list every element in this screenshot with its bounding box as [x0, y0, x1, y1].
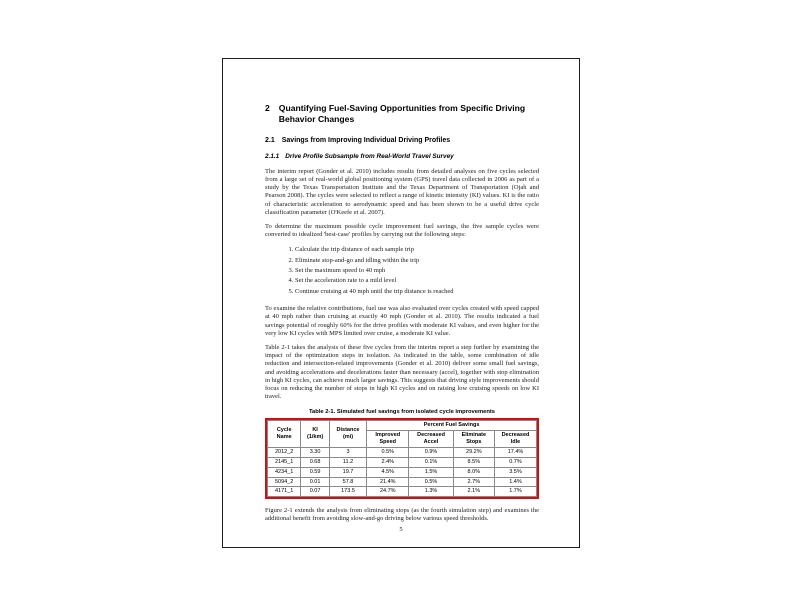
- table-row: [268, 457, 537, 467]
- subsubsection-title: Drive Profile Subsample from Real-World Travel Survey: [285, 153, 454, 161]
- paragraph-steps-lead-in: To determine the maximum possible cycle improvement fuel savings, the five sample cycles were converted to idealized 'best-case' profiles by carrying out the following steps:: [265, 222, 539, 239]
- table-cell: 0.59: [301, 467, 329, 477]
- table-header-row-top: [268, 421, 537, 431]
- table-cell: 4234_1: [268, 467, 301, 477]
- table-cell: 3.30: [301, 447, 329, 457]
- paragraph-speed-cap: To examine the relative contributions, fuel use was also evaluated over cycles created with speed capped at 40 mph rather than cruising at exactly 40 mph (Gonder et al. 2010). The results indicated a fuel savings potential of roughly 60% for the drive profiles with moderate KI values, and even higher for the very low KI cycles with MPS limited over cruise, a moderate KI value.: [265, 305, 539, 337]
- subsection-number: 2.1: [265, 136, 275, 144]
- table-row: [268, 487, 537, 497]
- table-row: [268, 447, 537, 457]
- step-item: 1. Calculate the trip distance of each sample trip: [295, 245, 539, 255]
- table-cell: 21.4%: [367, 477, 409, 487]
- col-header-distance: Distance (mi): [329, 421, 366, 448]
- table-cell: 8.5%: [453, 457, 494, 467]
- table-cell: 5094_2: [268, 477, 301, 487]
- section-title: Quantifying Fuel-Saving Opportunities from Specific Driving Behavior Changes: [278, 103, 526, 125]
- table-cell: 4.5%: [367, 467, 409, 477]
- col-header-decreased-accel: Decreased Accel: [409, 431, 453, 448]
- table-cell: 2.4%: [367, 457, 409, 467]
- table-cell: 19.7: [329, 467, 366, 477]
- col-header-eliminate-stops: Eliminate Stops: [453, 431, 494, 448]
- col-header-percent-fuel-savings: Percent Fuel Savings: [367, 421, 537, 431]
- table-cell: 2145_1: [268, 457, 301, 467]
- step-item: 2. Eliminate stop-and-go and idling within the trip: [295, 256, 539, 266]
- step-item: 5. Continue cruising at 40 mph until the trip distance is reached: [295, 287, 539, 297]
- col-header-ki: KI (1/km): [301, 421, 329, 448]
- paragraph-figure-reference: Figure 2-1 extends the analysis from eliminating stops (as the fourth simulation step) and examines the additional benefit from avoiding slow-and-go driving below various speed thresholds.: [265, 507, 539, 523]
- table-row: [268, 467, 537, 477]
- table-cell: 24.7%: [367, 487, 409, 497]
- col-header-improved-speed: Improved Speed: [367, 431, 409, 448]
- step-item: 4. Set the acceleration rate to a mild level: [295, 276, 539, 286]
- table-cell: 0.07: [301, 487, 329, 497]
- table-cell: 173.5: [329, 487, 366, 497]
- table-cell: 2012_2: [268, 447, 301, 457]
- step-item: 3. Set the maximum speed to 40 mph: [295, 266, 539, 276]
- table-cell: 0.7%: [494, 457, 536, 467]
- table-cell: 0.9%: [409, 447, 453, 457]
- table-cell: 0.1%: [409, 457, 453, 467]
- table-cell: 3.5%: [494, 467, 536, 477]
- subsection-heading: [265, 137, 539, 145]
- table-cell: 11.2: [329, 457, 366, 467]
- table-cell: 29.2%: [453, 447, 494, 457]
- col-header-cycle-name: Cycle Name: [268, 421, 301, 448]
- table-cell: 57.8: [329, 477, 366, 487]
- table-cell: 1.3%: [409, 487, 453, 497]
- table-caption: Table 2-1. Simulated fuel savings from isolated cycle improvements: [308, 409, 496, 416]
- table-cell: 1.5%: [409, 467, 453, 477]
- table-cell: 1.4%: [494, 477, 536, 487]
- document-page: [222, 58, 580, 548]
- table-cell: 2.1%: [453, 487, 494, 497]
- savings-table-body: [268, 447, 537, 496]
- table-cell: 2.7%: [453, 477, 494, 487]
- table-cell: 0.5%: [409, 477, 453, 487]
- table-cell: 17.4%: [494, 447, 536, 457]
- section-number: 2: [265, 103, 270, 113]
- table-cell: 0.5%: [367, 447, 409, 457]
- table-cell: 0.01: [301, 477, 329, 487]
- steps-list: [265, 245, 539, 297]
- subsubsection-heading: [265, 153, 539, 161]
- paragraph-table-discussion: Table 2-1 takes the analysis of these five cycles from the interim report a step further by examining the impact of the optimization steps in isolation. As indicated in the table, some combination of idle reduction and intersection-related improvements (Gonder et al. 2010) deliver some small fuel savings, and avoiding accelerations and decelerations faster than necessary (accel), together with stop elimination in high KI cycles, can achieve much larger savings. This suggests that driving style improvements should focus on reducing the number of stops in high KI cycles and on raising low cruising speeds on low KI travel.: [265, 343, 539, 401]
- section-heading: [265, 103, 539, 126]
- subsection-title: Savings from Improving Individual Driving Profiles: [281, 136, 451, 144]
- col-header-decreased-idle: Decreased Idle: [494, 431, 536, 448]
- paragraph-intro: The interim report (Gonder et al. 2010) includes results from detailed analyses on five cycles selected from a large set of real-world global positioning system (GPS) travel data collected in 2006 as part of a study by the Texas Transportation Institute and the Texas Department of Transportation (Ojah and Pearson 2008). The cycles were selected to reflect a range of kinetic intensity (KI) values. KI is the ratio of characteristic acceleration to aerodynamic speed and has been shown to be a useful drive cycle classification parameter (O'Keefe et al. 2007).: [265, 167, 539, 216]
- table-row: [268, 477, 537, 487]
- table-cell: 8.0%: [453, 467, 494, 477]
- subsubsection-number: 2.1.1: [265, 153, 280, 161]
- page-number: 5: [399, 526, 403, 533]
- table-cell: 3: [329, 447, 366, 457]
- table-cell: 1.7%: [494, 487, 536, 497]
- table-highlight-box: [265, 418, 539, 499]
- table-header: [268, 421, 537, 448]
- fuel-savings-table: [267, 420, 537, 497]
- table-cell: 0.68: [301, 457, 329, 467]
- table-cell: 4171_1: [268, 487, 301, 497]
